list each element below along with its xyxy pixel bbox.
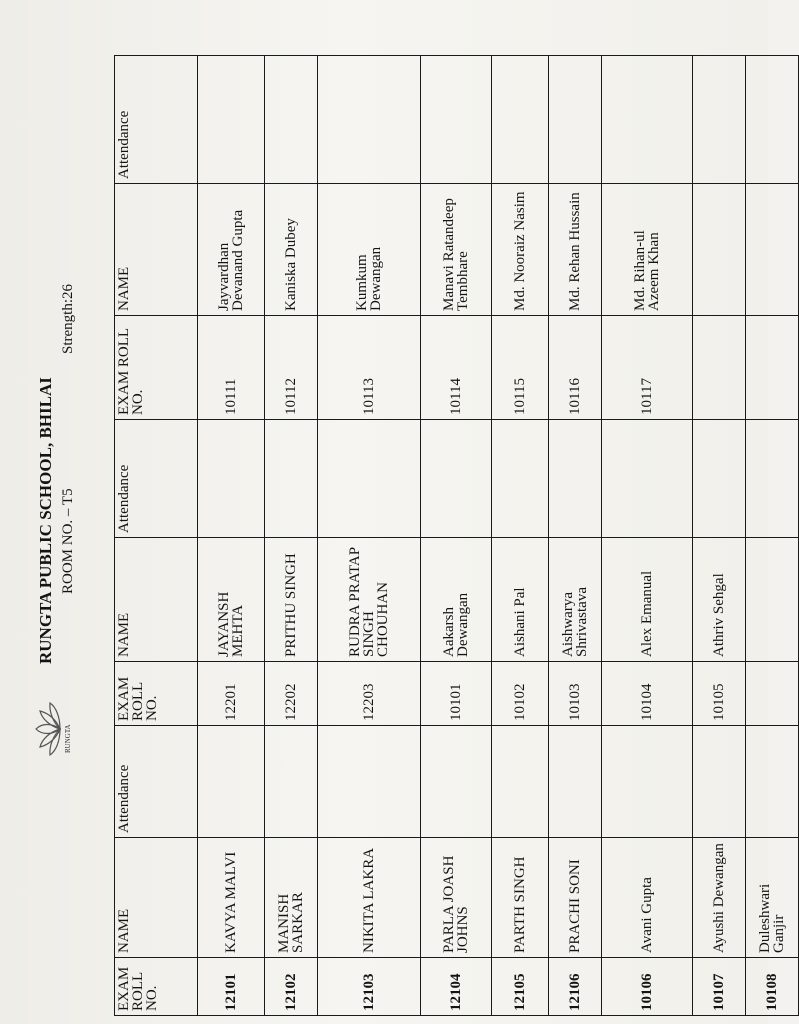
table-header-row [115,56,198,1016]
exam-roll-cell: 10103 [549,662,602,726]
attendance-cell[interactable] [421,56,492,184]
exam-roll-cell: 12201 [198,662,265,726]
logo-text: RUNGTA [64,724,72,753]
room-number: ROOM NO. – T5 [60,488,76,594]
attendance-cell[interactable] [746,726,799,838]
student-name-cell: PARLA JOASH JOHNS [421,838,492,958]
attendance-cell[interactable] [265,726,318,838]
attendance-cell[interactable] [265,56,318,184]
school-logo [34,699,82,759]
student-name-cell: NIKITA LAKRA [318,838,421,958]
attendance-cell[interactable] [549,420,602,538]
document-header [24,34,86,1024]
student-name-cell: Alex Emanual [602,538,693,662]
col-header-name: NAME [115,184,198,316]
attendance-cell[interactable] [602,726,693,838]
col-header-attendance: Attendance [115,420,198,538]
rotated-document [24,34,787,1024]
student-name-cell: Md. Rehan Hussain [549,184,602,316]
exam-roll-cell: 12103 [318,958,421,1016]
exam-roll-cell: 10113 [318,316,421,420]
student-name-cell [693,184,746,316]
student-name-cell: Kumkum Dewangan [318,184,421,316]
attendance-cell[interactable] [198,56,265,184]
attendance-cell[interactable] [549,56,602,184]
student-name-cell: PRITHU SINGH [265,538,318,662]
attendance-cell[interactable] [492,726,549,838]
strength-count: Strength:26 [60,284,76,354]
col-header-name: NAME [115,538,198,662]
col-header-attendance: Attendance [115,726,198,838]
attendance-cell[interactable] [421,726,492,838]
exam-roll-cell: 10117 [602,316,693,420]
student-name-cell: Md. Nooraiz Nasim [492,184,549,316]
student-name-cell [746,538,799,662]
attendance-cell[interactable] [602,420,693,538]
exam-roll-cell: 10105 [693,662,746,726]
student-name-cell: Ayushi Dewangan [693,838,746,958]
col-header-roll: EXAM ROLL NO. [115,662,198,726]
exam-roll-cell: 10107 [693,958,746,1016]
student-name-cell: PARTH SINGH [492,838,549,958]
table-row [549,56,602,1016]
exam-roll-cell: 10108 [746,958,799,1016]
exam-roll-cell: 12203 [318,662,421,726]
attendance-cell[interactable] [602,56,693,184]
exam-roll-cell: 10102 [492,662,549,726]
attendance-cell[interactable] [318,726,421,838]
student-name-cell: JAYANSH MEHTA [198,538,265,662]
attendance-cell[interactable] [693,726,746,838]
exam-roll-cell: 10115 [492,316,549,420]
exam-roll-cell: 12101 [198,958,265,1016]
exam-roll-cell: 10106 [602,958,693,1016]
table-row [318,56,421,1016]
exam-roll-cell: 10101 [421,662,492,726]
attendance-cell[interactable] [265,420,318,538]
exam-roll-cell: 12105 [492,958,549,1016]
attendance-cell[interactable] [746,56,799,184]
col-header-roll: EXAM ROLL NO. [115,958,198,1016]
student-name-cell: Md. Rihan-ul Azeem Khan [602,184,693,316]
exam-roll-cell: 10112 [265,316,318,420]
table-row [265,56,318,1016]
student-name-cell: MANISH SARKAR [265,838,318,958]
table-row [693,56,746,1016]
table-row [421,56,492,1016]
student-name-cell: Duleshwari Ganjir [746,838,799,958]
student-name-cell: PRACHI SONI [549,838,602,958]
attendance-cell[interactable] [693,56,746,184]
student-name-cell: KAVYA MALVI [198,838,265,958]
attendance-cell[interactable] [198,420,265,538]
table-row [492,56,549,1016]
student-name-cell: RUDRA PRATAP SINGH CHOUHAN [318,538,421,662]
student-name-cell: Avani Gupta [602,838,693,958]
exam-roll-cell: 12104 [421,958,492,1016]
exam-roll-cell: 10104 [602,662,693,726]
attendance-table [114,55,799,1016]
student-name-cell: Kaniska Dubey [265,184,318,316]
table-row [602,56,693,1016]
col-header-attendance: Attendance [115,56,198,184]
exam-roll-cell: 10114 [421,316,492,420]
exam-roll-cell: 12202 [265,662,318,726]
col-header-roll: EXAM ROLL NO. [115,316,198,420]
student-name-cell: Athriv Sehgal [693,538,746,662]
student-name-cell: Jayvardhan Devanand Gupta [198,184,265,316]
attendance-cell[interactable] [318,420,421,538]
attendance-cell[interactable] [318,56,421,184]
exam-roll-cell: 12106 [549,958,602,1016]
exam-roll-cell [746,316,799,420]
exam-roll-cell: 12102 [265,958,318,1016]
student-name-cell: Aishwarya Shrivastava [549,538,602,662]
attendance-cell[interactable] [492,420,549,538]
table-row [746,56,799,1016]
exam-roll-cell [746,662,799,726]
student-name-cell [746,184,799,316]
exam-roll-cell [693,316,746,420]
student-name-cell: Aakarsh Dewangan [421,538,492,662]
lotus-icon [34,699,64,759]
exam-roll-cell: 10111 [198,316,265,420]
student-name-cell: Aishani Pal [492,538,549,662]
attendance-cell[interactable] [746,420,799,538]
col-header-name: NAME [115,838,198,958]
student-name-cell: Manavi Ratandeep Tembhare [421,184,492,316]
attendance-cell[interactable] [693,420,746,538]
attendance-cell[interactable] [492,56,549,184]
attendance-cell[interactable] [421,420,492,538]
exam-roll-cell: 10116 [549,316,602,420]
attendance-cell[interactable] [549,726,602,838]
attendance-cell[interactable] [198,726,265,838]
table-row [198,56,265,1016]
school-title: RUNGTA PUBLIC SCHOOL, BHILAI [36,377,55,664]
